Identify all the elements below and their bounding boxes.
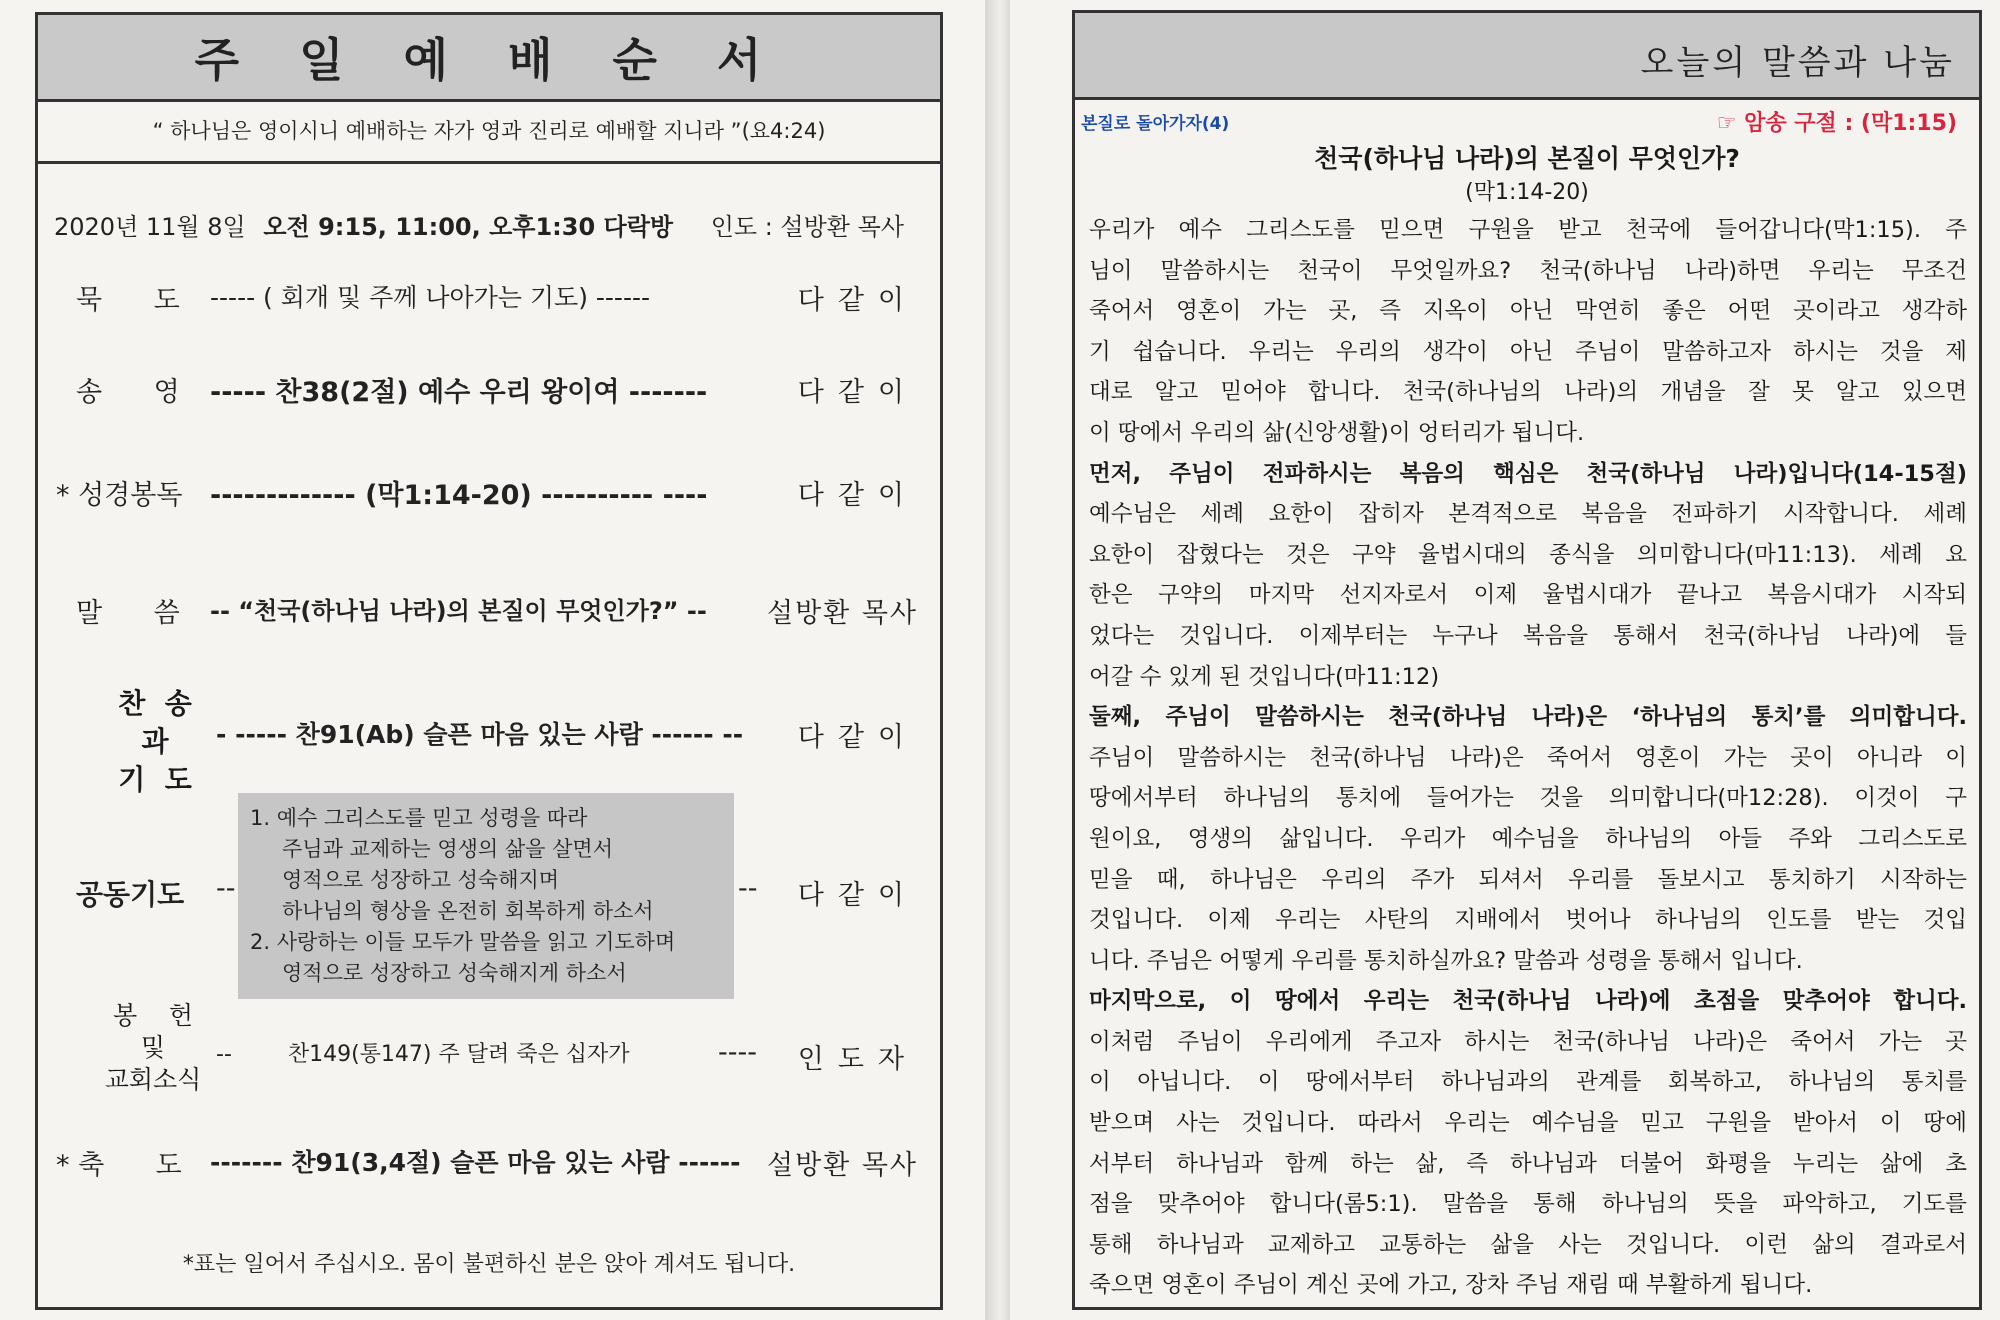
- body-line: 받으며 사는 것입니다. 따라서 우리는 예수님을 믿고 구원을 받아서 이 땅에: [1089, 1110, 1967, 1137]
- order-label: * 성경봉독: [56, 480, 183, 511]
- section-heading-line: 둘째, 주님이 말씀하시는 천국(하나님 나라)은 ‘하나님의 통치’를 의미합니다.: [1089, 704, 1967, 731]
- order-by: 인도자: [797, 1044, 918, 1075]
- section-heading-line: 먼저, 주님이 전파하시는 복음의 핵심은 천국(하나님 나라)입니다(14-15절): [1089, 460, 1967, 487]
- section-heading-line: 마지막으로, 이 땅에서 우리는 천국(하나님 나라)에 초점을 맞추어야 합니다.: [1089, 988, 1967, 1015]
- order-by-prefix: --: [738, 873, 758, 904]
- body-line: 통해 하나님과 교제하고 교통하는 삶을 사는 것입니다. 이런 삶의 결과로서: [1089, 1231, 1967, 1258]
- body-line: 죽으면 영혼이 주님이 계신 곳에 가고, 장차 주님 재림 때 부활하게 됩니다.: [1089, 1272, 1813, 1299]
- body-line: 원이요, 영생의 삶입니다. 우리가 예수님을 하나님의 아들 주와 그리스도로: [1089, 825, 1967, 852]
- body-line: 것입니다. 이제 우리는 사탄의 지배에서 벗어나 하나님의 인도를 받는 것입: [1089, 907, 1967, 934]
- label-line: 기 도: [118, 763, 192, 796]
- order-content: --: [216, 873, 236, 904]
- order-by: 설방환 목사: [767, 1150, 918, 1181]
- order-content: ------- 찬91(3,4절) 슬픈 마음 있는 사람 ------: [210, 1148, 741, 1177]
- body-line: 죽어서 영혼이 가는 곳, 즉 지옥이 아닌 막연히 좋은 어떤 곳이라고 생각하: [1089, 298, 1967, 325]
- order-content: - ----- 찬91(Ab) 슬픈 마음 있는 사람 ------ --: [216, 720, 744, 749]
- order-label: * 축 도: [56, 1150, 182, 1181]
- body-line: 기 쉽습니다. 우리는 우리의 생각이 아닌 주님이 말씀하고자 하시는 것을 제: [1089, 338, 1967, 365]
- sermon-title: 천국(하나님 나라)의 본질이 무엇인가?: [1314, 144, 1740, 173]
- divider: [38, 161, 940, 164]
- worship-order-frame: [35, 12, 943, 1310]
- order-label: 묵 도: [76, 285, 180, 316]
- body-line: 님이 말씀하시는 천국이 무엇일까요? 천국(하나님 나라)하면 우리는 무조건: [1089, 257, 1967, 284]
- order-by: 다같이: [797, 377, 918, 408]
- right-page: [1010, 0, 2000, 1320]
- body-line: 요한이 잡혔다는 것은 구약 율법시대의 종식을 의미합니다(마11:13). 세례 요: [1089, 541, 1967, 568]
- left-page: [0, 0, 985, 1320]
- body-line: 어갈 수 있게 된 것입니다(마11:12): [1089, 663, 1440, 690]
- order-content: -- 찬149(통147) 주 달려 죽은 십자가: [216, 1042, 630, 1067]
- order-by: 다같이: [797, 722, 918, 753]
- order-by: 다같이: [797, 480, 918, 511]
- body-line: 땅에서부터 하나님의 통치에 들어가는 것을 의미합니다(마12:28). 이것이 구: [1089, 785, 1967, 812]
- body-line: 대로 알고 믿어야 합니다. 천국(하나님의 나라)의 개념을 잘 못 알고 있으면: [1089, 379, 1967, 406]
- service-info: [54, 207, 904, 242]
- body-line: 이처럼 주님이 우리에게 주고자 하시는 천국(하나님 나라)은 죽어서 가는 곳: [1089, 1028, 1967, 1055]
- page-title: 오늘의 말씀과 나눔: [1640, 43, 1955, 83]
- body-line: 점을 맞추어야 합니다(롬5:1). 말씀을 통해 하나님의 뜻을 파악하고, 기도를: [1089, 1191, 1967, 1218]
- body-line: 었다는 것입니다. 이제부터는 누구나 복음을 통해서 천국(하나님 나라)에 들: [1089, 622, 1967, 649]
- prayer-line: 1. 예수 그리스도를 믿고 성령을 따라: [250, 806, 588, 830]
- body-line: 니다. 주님은 어떻게 우리를 통치하실까요? 말씀과 성령을 통해서 입니다.: [1089, 947, 1803, 974]
- label-line: 교회소식: [104, 1065, 202, 1094]
- body-line: 서부터 하나님과 함께 하는 삶, 즉 하나님과 더불어 화평을 누리는 삶에 초: [1089, 1150, 1967, 1177]
- sermon-reference: (막1:14-20): [1465, 180, 1589, 205]
- theme-verse: “ 하나님은 영이시니 예배하는 자가 영과 진리로 예배할 지니라 ”(요4:24): [152, 119, 826, 143]
- order-label-hymn-prayer: [110, 685, 200, 799]
- service-date: 2020년 11월 8일: [54, 213, 246, 241]
- prayer-line: 영적으로 성장하고 성숙해지며: [282, 868, 560, 892]
- prayer-line: 하나님의 형상을 온전히 회복하게 하소서: [282, 899, 654, 923]
- body-line: 우리가 예수 그리스도를 믿으면 구원을 받고 천국에 들어갑니다(막1:15). 주: [1089, 217, 1967, 243]
- order-content: -- “천국(하나님 나라)의 본질이 무엇인가?” --: [210, 597, 707, 625]
- order-content: ----- ( 회개 및 주께 나아가는 기도) ------: [210, 283, 651, 312]
- label-line: 봉 헌: [112, 1001, 194, 1030]
- order-by: 다같이: [797, 880, 918, 911]
- prayer-line: 영적으로 성장하고 성숙해지게 하소서: [282, 961, 627, 985]
- order-by: 다같이: [797, 285, 918, 316]
- page-gutter: [985, 0, 1010, 1320]
- body-line: 이 아닙니다. 이 땅에서부터 하나님과의 관계를 회복하고, 하나님의 통치를: [1089, 1069, 1967, 1096]
- body-line: 이 땅에서 우리의 삶(신앙생활)이 엉터리가 됩니다.: [1089, 419, 1585, 446]
- order-label: 말 씀: [76, 598, 180, 629]
- order-content: ----- 찬38(2절) 예수 우리 왕이여 -------: [210, 377, 708, 408]
- order-label-offering: [88, 1000, 218, 1096]
- label-line: 찬 송: [118, 687, 192, 720]
- order-content: ------------- (막1:14-20) ---------- ----: [210, 480, 708, 511]
- body-line: 믿을 때, 하나님은 우리의 주가 되셔서 우리를 돌보시고 통치하기 시작하는: [1089, 866, 1967, 893]
- series-label: 본질로 돌아가자(4): [1081, 114, 1230, 134]
- order-label: 송 영: [76, 377, 180, 408]
- body-line: 주님이 말씀하시는 천국(하나님 나라)은 죽어서 영혼이 가는 곳이 아니라 이: [1089, 744, 1967, 771]
- service-times: 오전 9:15, 11:00, 오후1:30 다락방: [263, 213, 674, 241]
- label-line: 및: [140, 1033, 166, 1062]
- worship-order-header: [38, 15, 940, 102]
- order-by-prefix: ----: [718, 1037, 757, 1068]
- service-leader: 인도 : 설방환 목사: [710, 213, 904, 241]
- order-label: 공동기도: [76, 878, 185, 911]
- label-line: 과: [141, 725, 169, 758]
- prayer-line: 주님과 교제하는 영생의 삶을 살면서: [282, 837, 613, 861]
- sermon-body: [1089, 210, 1967, 1306]
- memory-verse: ☞ 암송 구절 : (막1:15): [1716, 111, 1957, 136]
- sermon-notes-frame: [1072, 10, 1982, 1310]
- prayer-line: 2. 사랑하는 이들 모두가 말씀을 읽고 기도하며: [250, 930, 676, 954]
- sermon-notes-header: [1075, 13, 1979, 100]
- page-title: 주 일 예 배 순 서: [194, 33, 784, 87]
- footnote: *표는 일어서 주십시오. 몸이 불편하신 분은 앉아 계셔도 됩니다.: [182, 1252, 796, 1277]
- body-line: 한은 구약의 마지막 선지자로서 이제 율법시대가 끝나고 복음시대가 시작되: [1089, 582, 1967, 609]
- order-by: 설방환 목사: [767, 598, 918, 629]
- common-prayer-box: [238, 793, 734, 999]
- body-line: 예수님은 세례 요한이 잡히자 본격적으로 복음을 전파하기 시작합니다. 세례: [1089, 501, 1967, 528]
